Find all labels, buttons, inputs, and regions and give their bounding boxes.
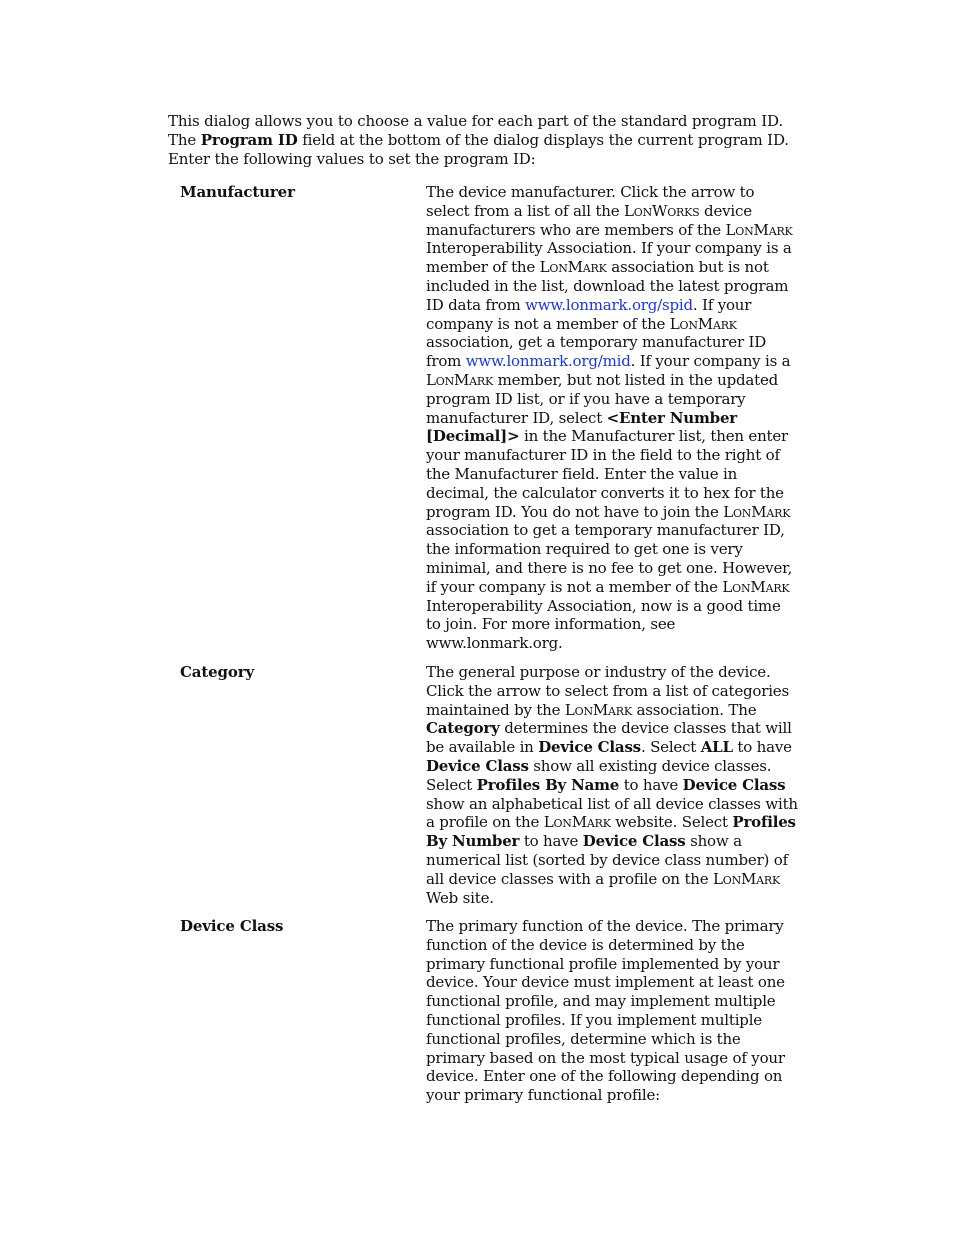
lonmark-trademark: LonMark [725, 220, 793, 239]
spid-link[interactable]: www.lonmark.org/spid [525, 295, 693, 314]
definition-text: website. Select [610, 813, 733, 832]
definition-text: to have [519, 832, 583, 851]
category-term-bold: Category [426, 719, 500, 738]
definition-device-class: The primary function of the device. The primary function of the device is determined by the primary functional profile implemented by your device. Your device must implement at least one functional profile, and may implement multiple functional profiles. If you implement multiple functional profiles, determine which is the primary based on the most typical usage of your device. Enter one of the following depending on your primary functional profile: [426, 917, 785, 1105]
definition-text: determines the device classes that will be available in [426, 719, 792, 757]
intro-text: This dialog allows you to choose a value for each part of the standard program ID. The [168, 112, 783, 150]
lonworks-trademark: LonWorks [623, 201, 700, 220]
profiles-by-name-option: Profiles By Name [476, 775, 620, 794]
lonmark-trademark: LonMark [723, 502, 791, 521]
enter-number-option: <Enter Number [Decimal]> [426, 408, 737, 446]
intro-text: field at the bottom of the dialog displays the current program ID. Enter the following values to set the program ID: [168, 131, 789, 169]
definition-text: show a numerical list (sorted by device class number) of all device classes with a profile on the [426, 832, 788, 888]
definition-text: association but is not included in the list, download the latest program ID data from [426, 258, 789, 314]
definition-text: The general purpose or industry of the device. Click the arrow to select from a list of categories maintained by the [426, 663, 789, 719]
definition-category [426, 663, 798, 907]
intro-paragraph [168, 112, 808, 170]
definition-text: . If your company is not a member of the [426, 295, 752, 333]
definition-text: show an alphabetical list of all device classes with a profile on the [426, 794, 798, 832]
definition-text: member, but not listed in the updated program ID list, or if you have a temporary manufacturer ID, select [426, 370, 779, 427]
program-id-term: Program ID [200, 131, 298, 150]
device-class-term-bold: Device Class [538, 738, 641, 757]
all-option: ALL [700, 738, 733, 757]
lonmark-trademark: LonMark [669, 314, 737, 333]
lonmark-trademark: LonMark [564, 700, 632, 719]
definition-text: show all existing device classes. Select [426, 756, 772, 794]
profiles-by-number-option: Profiles By Number [426, 813, 796, 851]
definition-text: Interoperability Association. If your company is a member of the [426, 239, 792, 277]
definition-text: . If your company is a [630, 352, 791, 371]
device-class-term-bold: Device Class [582, 832, 686, 851]
definition-text: Interoperability Association, now is a good time to join. For more information, see www.lonmark.org. [426, 596, 781, 653]
lonmark-trademark: LonMark [543, 813, 611, 832]
lonmark-trademark: LonMark [539, 258, 607, 277]
lonmark-trademark: LonMark [426, 370, 494, 389]
device-class-term-bold: Device Class [682, 775, 786, 794]
mid-link[interactable]: www.lonmark.org/mid [465, 352, 631, 371]
definition-text: association to get a temporary manufacturer ID, the information required to get one is very minimal, and there is no fee to get one. However, if your company is not a member of the [426, 521, 793, 596]
term-manufacturer: Manufacturer [180, 183, 295, 201]
definition-text: in the Manufacturer list, then enter your manufacturer ID in the field to the right of the Manufacturer field. Enter the value in decimal, the calculator converts it to hex for the program ID. You do not have to join the [426, 427, 789, 521]
definition-text: association. The [631, 700, 757, 719]
device-class-term-bold: Device Class [426, 756, 529, 775]
definition-text: . Select [640, 738, 701, 757]
lonmark-trademark: LonMark [712, 869, 780, 888]
definition-text: to have [732, 738, 792, 757]
definition-text: The device manufacturer. Click the arrow to select from a list of all the [426, 183, 755, 220]
lonmark-trademark: LonMark [722, 577, 790, 596]
definition-manufacturer [426, 183, 798, 653]
definition-text: to have [619, 775, 683, 794]
term-category: Category [180, 663, 255, 681]
definition-text: association, get a temporary manufacturer ID from [426, 333, 767, 371]
definition-text: device manufacturers who are members of the [426, 201, 752, 239]
definition-text: Web site. [426, 888, 494, 907]
term-device-class: Device Class [180, 917, 284, 935]
